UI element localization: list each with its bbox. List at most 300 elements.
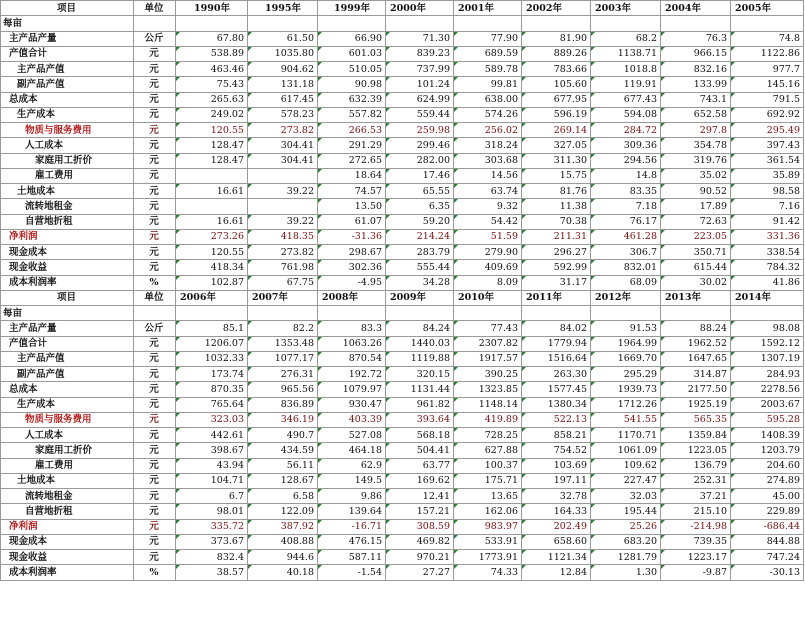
header-year-cell[interactable]: 1990年 — [176, 1, 248, 16]
value-cell[interactable]: 587.11 — [318, 550, 386, 565]
value-cell[interactable]: 308.59 — [386, 519, 454, 534]
value-cell[interactable]: 1779.94 — [522, 336, 591, 351]
value-cell[interactable]: 589.78 — [454, 62, 522, 77]
value-cell[interactable]: 13.50 — [318, 199, 386, 214]
unit-cell[interactable]: 元 — [134, 77, 176, 92]
unit-cell[interactable]: 元 — [134, 184, 176, 199]
value-cell[interactable]: 103.69 — [522, 458, 591, 473]
value-cell[interactable]: 169.62 — [386, 473, 454, 488]
value-cell[interactable]: 832.16 — [661, 62, 731, 77]
value-cell[interactable]: 14.8 — [591, 168, 661, 183]
value-cell[interactable]: 197.11 — [522, 473, 591, 488]
row-label-cell[interactable]: 总成本 — [1, 92, 134, 107]
row-label-cell[interactable]: 主产品产量 — [1, 321, 134, 336]
value-cell[interactable]: 858.21 — [522, 428, 591, 443]
value-cell[interactable]: 296.27 — [522, 245, 591, 260]
value-cell[interactable]: 299.46 — [386, 138, 454, 153]
value-cell[interactable]: 214.24 — [386, 229, 454, 244]
value-cell[interactable]: 617.45 — [248, 92, 318, 107]
value-cell[interactable]: 75.43 — [176, 77, 248, 92]
value-cell[interactable]: 596.19 — [522, 107, 591, 122]
value-cell[interactable]: 361.54 — [731, 153, 804, 168]
value-cell[interactable]: 128.47 — [176, 153, 248, 168]
value-cell[interactable]: -1.54 — [318, 565, 386, 580]
value-cell[interactable]: 229.89 — [731, 504, 804, 519]
value-cell[interactable]: 1131.44 — [386, 382, 454, 397]
value-cell[interactable]: 173.74 — [176, 367, 248, 382]
value-cell[interactable]: 1917.57 — [454, 351, 522, 366]
value-cell[interactable]: 17.46 — [386, 168, 454, 183]
value-cell[interactable]: 965.56 — [248, 382, 318, 397]
value-cell[interactable]: 1380.34 — [522, 397, 591, 412]
value-cell[interactable]: 88.24 — [661, 321, 731, 336]
value-cell[interactable]: 16.61 — [176, 184, 248, 199]
value-cell[interactable]: 1408.39 — [731, 428, 804, 443]
value-cell[interactable]: 1964.99 — [591, 336, 661, 351]
value-cell[interactable]: 120.55 — [176, 245, 248, 260]
value-cell[interactable]: 259.98 — [386, 123, 454, 138]
value-cell[interactable]: 541.55 — [591, 412, 661, 427]
value-cell[interactable]: 627.88 — [454, 443, 522, 458]
unit-cell[interactable]: 元 — [134, 260, 176, 275]
value-cell[interactable]: 728.25 — [454, 428, 522, 443]
value-cell[interactable]: 38.57 — [176, 565, 248, 580]
value-cell[interactable]: 683.20 — [591, 534, 661, 549]
value-cell[interactable]: 70.38 — [522, 214, 591, 229]
value-cell[interactable]: 297.8 — [661, 123, 731, 138]
value-cell[interactable]: 291.29 — [318, 138, 386, 153]
value-cell[interactable]: 283.79 — [386, 245, 454, 260]
unit-cell[interactable]: 元 — [134, 397, 176, 412]
value-cell[interactable]: 527.08 — [318, 428, 386, 443]
value-cell[interactable]: 276.31 — [248, 367, 318, 382]
value-cell[interactable]: 16.61 — [176, 214, 248, 229]
value-cell[interactable]: 1018.8 — [591, 62, 661, 77]
value-cell[interactable]: 102.87 — [176, 275, 248, 290]
value-cell[interactable]: 76.3 — [661, 31, 731, 46]
value-cell[interactable]: 1647.65 — [661, 351, 731, 366]
value-cell[interactable]: 1121.34 — [522, 550, 591, 565]
value-cell[interactable]: 32.03 — [591, 489, 661, 504]
unit-cell[interactable]: 元 — [134, 214, 176, 229]
value-cell[interactable]: 323.03 — [176, 412, 248, 427]
value-cell[interactable]: 164.33 — [522, 504, 591, 519]
value-cell[interactable]: -31.36 — [318, 229, 386, 244]
header-year-cell[interactable]: 2010年 — [454, 290, 522, 305]
value-cell[interactable]: 319.76 — [661, 153, 731, 168]
value-cell[interactable]: 304.41 — [248, 153, 318, 168]
value-cell[interactable]: 1592.12 — [731, 336, 804, 351]
row-label-cell[interactable]: 物质与服务费用 — [1, 412, 134, 427]
value-cell[interactable]: 12.84 — [522, 565, 591, 580]
value-cell[interactable]: 84.02 — [522, 321, 591, 336]
value-cell[interactable]: 408.88 — [248, 534, 318, 549]
value-cell[interactable]: 1307.19 — [731, 351, 804, 366]
value-cell[interactable]: 13.65 — [454, 489, 522, 504]
value-cell[interactable]: 77.43 — [454, 321, 522, 336]
value-cell[interactable]: 7.16 — [731, 199, 804, 214]
value-cell[interactable]: 61.50 — [248, 31, 318, 46]
row-label-cell[interactable]: 成本利润率 — [1, 275, 134, 290]
unit-cell[interactable]: 元 — [134, 458, 176, 473]
value-cell[interactable]: 302.36 — [318, 260, 386, 275]
value-cell[interactable]: 403.39 — [318, 412, 386, 427]
value-cell[interactable]: 977.7 — [731, 62, 804, 77]
value-cell[interactable]: 393.64 — [386, 412, 454, 427]
value-cell[interactable]: 67.75 — [248, 275, 318, 290]
value-cell[interactable]: 309.36 — [591, 138, 661, 153]
value-cell[interactable]: 476.15 — [318, 534, 386, 549]
value-cell[interactable]: 157.21 — [386, 504, 454, 519]
value-cell[interactable]: 1063.26 — [318, 336, 386, 351]
value-cell[interactable]: 63.74 — [454, 184, 522, 199]
row-label-cell[interactable]: 现金成本 — [1, 534, 134, 549]
row-label-cell[interactable]: 自营地折租 — [1, 504, 134, 519]
value-cell[interactable]: 149.5 — [318, 473, 386, 488]
header-year-cell[interactable]: 2004年 — [661, 1, 731, 16]
value-cell[interactable]: 314.87 — [661, 367, 731, 382]
empty-cell[interactable] — [661, 16, 731, 31]
value-cell[interactable]: 870.35 — [176, 382, 248, 397]
header-year-cell[interactable]: 2014年 — [731, 290, 804, 305]
value-cell[interactable]: 6.35 — [386, 199, 454, 214]
value-cell[interactable]: 303.68 — [454, 153, 522, 168]
value-cell[interactable]: 836.89 — [248, 397, 318, 412]
value-cell[interactable]: 1077.17 — [248, 351, 318, 366]
value-cell[interactable]: 284.93 — [731, 367, 804, 382]
row-label-cell[interactable]: 土地成本 — [1, 184, 134, 199]
value-cell[interactable]: 263.30 — [522, 367, 591, 382]
value-cell[interactable]: 510.05 — [318, 62, 386, 77]
value-cell[interactable]: 844.88 — [731, 534, 804, 549]
header-year-cell[interactable]: 2000年 — [386, 1, 454, 16]
value-cell[interactable]: 139.64 — [318, 504, 386, 519]
value-cell[interactable]: -214.98 — [661, 519, 731, 534]
value-cell[interactable]: 504.41 — [386, 443, 454, 458]
empty-cell[interactable] — [248, 306, 318, 321]
value-cell[interactable]: 77.90 — [454, 31, 522, 46]
unit-cell[interactable]: 元 — [134, 367, 176, 382]
value-cell[interactable]: 592.99 — [522, 260, 591, 275]
value-cell[interactable]: 131.18 — [248, 77, 318, 92]
value-cell[interactable]: 119.91 — [591, 77, 661, 92]
unit-cell[interactable]: 元 — [134, 229, 176, 244]
value-cell[interactable]: 578.23 — [248, 107, 318, 122]
value-cell[interactable]: 658.60 — [522, 534, 591, 549]
row-label-cell[interactable]: 主产品产值 — [1, 62, 134, 77]
row-label-cell[interactable]: 现金收益 — [1, 550, 134, 565]
value-cell[interactable]: 791.5 — [731, 92, 804, 107]
value-cell[interactable]: 9.86 — [318, 489, 386, 504]
empty-cell[interactable] — [591, 16, 661, 31]
row-label-cell[interactable]: 现金成本 — [1, 245, 134, 260]
value-cell[interactable]: 223.05 — [661, 229, 731, 244]
row-label-cell[interactable]: 成本利润率 — [1, 565, 134, 580]
value-cell[interactable] — [176, 199, 248, 214]
value-cell[interactable]: 31.17 — [522, 275, 591, 290]
row-label-cell[interactable]: 家庭用工折价 — [1, 443, 134, 458]
value-cell[interactable]: 81.90 — [522, 31, 591, 46]
value-cell[interactable]: 120.55 — [176, 123, 248, 138]
value-cell[interactable]: 594.08 — [591, 107, 661, 122]
row-label-cell[interactable]: 副产品产值 — [1, 77, 134, 92]
value-cell[interactable]: 202.49 — [522, 519, 591, 534]
value-cell[interactable]: 74.8 — [731, 31, 804, 46]
value-cell[interactable]: 1170.71 — [591, 428, 661, 443]
value-cell[interactable]: 128.67 — [248, 473, 318, 488]
value-cell[interactable]: 555.44 — [386, 260, 454, 275]
value-cell[interactable]: 419.89 — [454, 412, 522, 427]
value-cell[interactable]: 279.90 — [454, 245, 522, 260]
value-cell[interactable]: 204.60 — [731, 458, 804, 473]
value-cell[interactable]: 27.27 — [386, 565, 454, 580]
value-cell[interactable]: 63.77 — [386, 458, 454, 473]
value-cell[interactable]: 162.06 — [454, 504, 522, 519]
value-cell[interactable]: 966.15 — [661, 46, 731, 61]
value-cell[interactable]: 652.58 — [661, 107, 731, 122]
header-year-cell[interactable]: 2007年 — [248, 290, 318, 305]
value-cell[interactable]: 101.24 — [386, 77, 454, 92]
value-cell[interactable]: 783.66 — [522, 62, 591, 77]
empty-cell[interactable] — [386, 306, 454, 321]
header-year-cell[interactable]: 2013年 — [661, 290, 731, 305]
value-cell[interactable]: 1440.03 — [386, 336, 454, 351]
value-cell[interactable]: 100.37 — [454, 458, 522, 473]
value-cell[interactable]: 122.09 — [248, 504, 318, 519]
value-cell[interactable]: 1203.79 — [731, 443, 804, 458]
value-cell[interactable]: 8.09 — [454, 275, 522, 290]
unit-cell[interactable]: 元 — [134, 62, 176, 77]
header-item-cell[interactable]: 项目 — [1, 1, 134, 16]
value-cell[interactable]: 61.07 — [318, 214, 386, 229]
value-cell[interactable]: 461.28 — [591, 229, 661, 244]
value-cell[interactable]: 145.16 — [731, 77, 804, 92]
value-cell[interactable]: 133.99 — [661, 77, 731, 92]
value-cell[interactable]: 294.56 — [591, 153, 661, 168]
value-cell[interactable]: 105.60 — [522, 77, 591, 92]
value-cell[interactable]: 67.80 — [176, 31, 248, 46]
value-cell[interactable]: 632.39 — [318, 92, 386, 107]
value-cell[interactable]: 350.71 — [661, 245, 731, 260]
value-cell[interactable]: 272.65 — [318, 153, 386, 168]
value-cell[interactable]: 1516.64 — [522, 351, 591, 366]
value-cell[interactable]: 273.82 — [248, 123, 318, 138]
value-cell[interactable]: 9.32 — [454, 199, 522, 214]
row-label-cell[interactable]: 自营地折租 — [1, 214, 134, 229]
row-label-cell[interactable]: 总成本 — [1, 382, 134, 397]
value-cell[interactable]: 574.26 — [454, 107, 522, 122]
value-cell[interactable]: 99.81 — [454, 77, 522, 92]
row-label-cell[interactable]: 副产品产值 — [1, 367, 134, 382]
value-cell[interactable]: 104.71 — [176, 473, 248, 488]
value-cell[interactable]: 565.35 — [661, 412, 731, 427]
value-cell[interactable]: 43.94 — [176, 458, 248, 473]
unit-cell[interactable]: 元 — [134, 489, 176, 504]
value-cell[interactable]: 6.7 — [176, 489, 248, 504]
header-year-cell[interactable]: 1995年 — [248, 1, 318, 16]
value-cell[interactable]: 1032.33 — [176, 351, 248, 366]
value-cell[interactable]: 39.22 — [248, 214, 318, 229]
value-cell[interactable]: 34.28 — [386, 275, 454, 290]
value-cell[interactable]: 76.17 — [591, 214, 661, 229]
value-cell[interactable]: 81.76 — [522, 184, 591, 199]
value-cell[interactable]: 252.31 — [661, 473, 731, 488]
value-cell[interactable]: 870.54 — [318, 351, 386, 366]
header-year-cell[interactable]: 2012年 — [591, 290, 661, 305]
value-cell[interactable]: 7.18 — [591, 199, 661, 214]
value-cell[interactable]: 2003.67 — [731, 397, 804, 412]
value-cell[interactable]: 354.78 — [661, 138, 731, 153]
unit-cell[interactable]: 元 — [134, 504, 176, 519]
value-cell[interactable]: 68.2 — [591, 31, 661, 46]
value-cell[interactable]: 59.20 — [386, 214, 454, 229]
value-cell[interactable]: 832.4 — [176, 550, 248, 565]
value-cell[interactable]: 98.01 — [176, 504, 248, 519]
value-cell[interactable]: 463.46 — [176, 62, 248, 77]
value-cell[interactable]: 747.24 — [731, 550, 804, 565]
value-cell[interactable]: 1122.86 — [731, 46, 804, 61]
value-cell[interactable]: 215.10 — [661, 504, 731, 519]
empty-cell[interactable] — [134, 306, 176, 321]
value-cell[interactable]: 839.23 — [386, 46, 454, 61]
value-cell[interactable]: 256.02 — [454, 123, 522, 138]
value-cell[interactable]: 418.34 — [176, 260, 248, 275]
value-cell[interactable]: 91.53 — [591, 321, 661, 336]
value-cell[interactable]: 346.19 — [248, 412, 318, 427]
value-cell[interactable]: 754.52 — [522, 443, 591, 458]
value-cell[interactable]: 490.7 — [248, 428, 318, 443]
empty-cell[interactable] — [318, 306, 386, 321]
value-cell[interactable]: 82.2 — [248, 321, 318, 336]
unit-cell[interactable]: 元 — [134, 443, 176, 458]
empty-cell[interactable] — [248, 16, 318, 31]
value-cell[interactable]: 25.26 — [591, 519, 661, 534]
value-cell[interactable]: 295.29 — [591, 367, 661, 382]
row-label-cell[interactable]: 流转地租金 — [1, 489, 134, 504]
value-cell[interactable]: 743.1 — [661, 92, 731, 107]
empty-cell[interactable] — [591, 306, 661, 321]
value-cell[interactable]: 128.47 — [176, 138, 248, 153]
value-cell[interactable] — [248, 199, 318, 214]
header-year-cell[interactable]: 2009年 — [386, 290, 454, 305]
value-cell[interactable]: 1712.26 — [591, 397, 661, 412]
row-label-cell[interactable]: 生产成本 — [1, 107, 134, 122]
value-cell[interactable]: 91.42 — [731, 214, 804, 229]
value-cell[interactable]: 1148.14 — [454, 397, 522, 412]
unit-cell[interactable]: 元 — [134, 92, 176, 107]
value-cell[interactable]: 175.71 — [454, 473, 522, 488]
value-cell[interactable]: 784.32 — [731, 260, 804, 275]
row-label-cell[interactable]: 主产品产值 — [1, 351, 134, 366]
value-cell[interactable]: 677.95 — [522, 92, 591, 107]
value-cell[interactable]: 98.58 — [731, 184, 804, 199]
value-cell[interactable]: 2278.56 — [731, 382, 804, 397]
empty-cell[interactable] — [731, 16, 804, 31]
value-cell[interactable]: 1962.52 — [661, 336, 731, 351]
value-cell[interactable]: 15.75 — [522, 168, 591, 183]
header-year-cell[interactable]: 2008年 — [318, 290, 386, 305]
value-cell[interactable]: 74.33 — [454, 565, 522, 580]
value-cell[interactable]: 398.67 — [176, 443, 248, 458]
value-cell[interactable]: 557.82 — [318, 107, 386, 122]
value-cell[interactable]: 195.44 — [591, 504, 661, 519]
value-cell[interactable]: 1773.91 — [454, 550, 522, 565]
value-cell[interactable]: 71.30 — [386, 31, 454, 46]
value-cell[interactable]: 30.02 — [661, 275, 731, 290]
unit-cell[interactable]: 元 — [134, 138, 176, 153]
empty-cell[interactable] — [731, 306, 804, 321]
value-cell[interactable]: -4.95 — [318, 275, 386, 290]
value-cell[interactable]: 889.26 — [522, 46, 591, 61]
unit-cell[interactable]: 公斤 — [134, 31, 176, 46]
value-cell[interactable]: 90.52 — [661, 184, 731, 199]
value-cell[interactable]: 227.47 — [591, 473, 661, 488]
value-cell[interactable]: 533.91 — [454, 534, 522, 549]
value-cell[interactable]: 295.49 — [731, 123, 804, 138]
empty-cell[interactable] — [176, 306, 248, 321]
row-label-cell[interactable]: 主产品产量 — [1, 31, 134, 46]
value-cell[interactable]: 282.00 — [386, 153, 454, 168]
value-cell[interactable]: 311.30 — [522, 153, 591, 168]
value-cell[interactable]: 944.6 — [248, 550, 318, 565]
value-cell[interactable]: 739.35 — [661, 534, 731, 549]
value-cell[interactable]: 930.47 — [318, 397, 386, 412]
value-cell[interactable]: 39.22 — [248, 184, 318, 199]
value-cell[interactable]: 595.28 — [731, 412, 804, 427]
unit-cell[interactable]: % — [134, 565, 176, 580]
value-cell[interactable]: 14.56 — [454, 168, 522, 183]
row-label-cell[interactable]: 流转地租金 — [1, 199, 134, 214]
value-cell[interactable]: 1206.07 — [176, 336, 248, 351]
value-cell[interactable]: 559.44 — [386, 107, 454, 122]
header-year-cell[interactable]: 1999年 — [318, 1, 386, 16]
value-cell[interactable]: 1223.05 — [661, 443, 731, 458]
value-cell[interactable]: 832.01 — [591, 260, 661, 275]
row-label-cell[interactable]: 雇工费用 — [1, 458, 134, 473]
value-cell[interactable]: 983.97 — [454, 519, 522, 534]
value-cell[interactable]: 464.18 — [318, 443, 386, 458]
value-cell[interactable]: 84.24 — [386, 321, 454, 336]
value-cell[interactable]: 51.59 — [454, 229, 522, 244]
header-unit-cell[interactable]: 单位 — [134, 1, 176, 16]
row-label-cell[interactable]: 净利润 — [1, 519, 134, 534]
value-cell[interactable]: 1223.17 — [661, 550, 731, 565]
value-cell[interactable]: 601.03 — [318, 46, 386, 61]
value-cell[interactable]: 284.72 — [591, 123, 661, 138]
empty-cell[interactable] — [134, 16, 176, 31]
row-label-cell[interactable]: 雇工费用 — [1, 168, 134, 183]
value-cell[interactable]: 961.82 — [386, 397, 454, 412]
value-cell[interactable]: 41.86 — [731, 275, 804, 290]
value-cell[interactable]: 409.69 — [454, 260, 522, 275]
value-cell[interactable]: 66.90 — [318, 31, 386, 46]
row-label-cell[interactable]: 土地成本 — [1, 473, 134, 488]
value-cell[interactable]: 338.54 — [731, 245, 804, 260]
header-unit-cell[interactable]: 单位 — [134, 290, 176, 305]
unit-cell[interactable]: 元 — [134, 550, 176, 565]
value-cell[interactable]: 1577.45 — [522, 382, 591, 397]
unit-cell[interactable]: 元 — [134, 245, 176, 260]
unit-cell[interactable]: 公斤 — [134, 321, 176, 336]
value-cell[interactable]: 1281.79 — [591, 550, 661, 565]
value-cell[interactable]: 1939.73 — [591, 382, 661, 397]
value-cell[interactable]: 85.1 — [176, 321, 248, 336]
unit-cell[interactable]: 元 — [134, 473, 176, 488]
value-cell[interactable]: 90.98 — [318, 77, 386, 92]
value-cell[interactable]: 737.99 — [386, 62, 454, 77]
unit-cell[interactable]: 元 — [134, 46, 176, 61]
value-cell[interactable]: 335.72 — [176, 519, 248, 534]
